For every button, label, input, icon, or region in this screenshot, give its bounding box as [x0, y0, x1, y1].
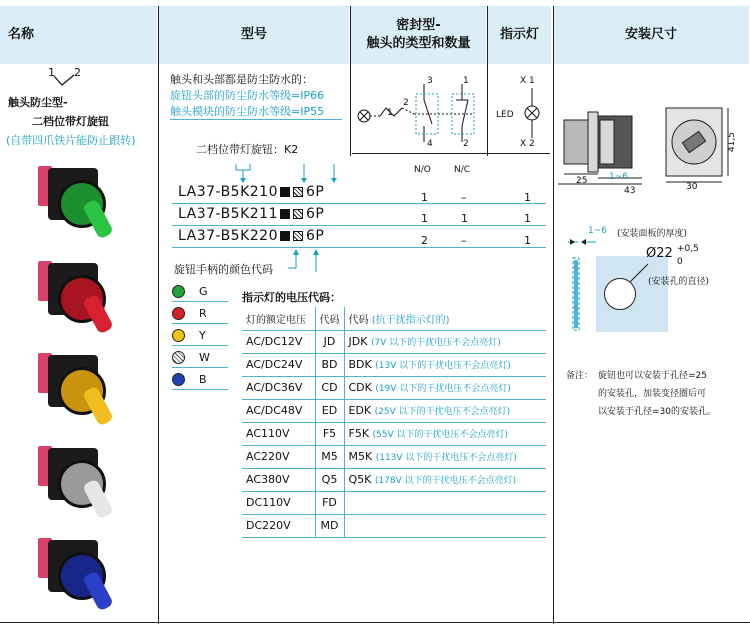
table-row — [242, 422, 546, 445]
dim-panel-thickness: 1~6 — [609, 172, 628, 182]
nc-label: N/C — [454, 165, 471, 175]
vt-code: CD — [315, 376, 344, 399]
legend-divider — [172, 367, 228, 368]
remark-line1: 旋钮也可以安装于孔径=25 — [598, 371, 707, 381]
vt-header-note: (抗干扰指示灯的) — [371, 314, 450, 326]
vt-code: F5 — [315, 422, 344, 445]
name-line3: (自带四爪铁片能防止跟转) — [6, 134, 136, 147]
vt-k-cell — [344, 491, 546, 514]
switch-pos-1: 1 — [387, 108, 393, 118]
vt-code: Q5 — [315, 468, 344, 491]
color-code-placeholder — [280, 231, 290, 241]
terminal-1: 1 — [463, 76, 469, 86]
table-row — [242, 468, 546, 491]
vt-note: (55V 以下的干扰电压不会点亮灯) — [372, 430, 509, 440]
dim-41-5: 41,5 — [727, 132, 737, 153]
model-row-divider — [172, 203, 546, 204]
vt-note: (178V 以下的干扰电压不会点亮灯) — [374, 476, 517, 486]
color-legend-w — [172, 349, 228, 365]
blue-knob-image — [38, 532, 116, 612]
vt-note: (19V 以下的干扰电压不会点亮灯) — [375, 384, 511, 394]
terminal-4: 4 — [427, 139, 433, 149]
header-install — [553, 6, 750, 64]
hole-diameter: Ø22 — [646, 246, 673, 261]
vt-code: FD — [315, 491, 344, 514]
header-name — [0, 6, 158, 64]
model-row-divider — [172, 247, 546, 248]
model-2-prefix: LA37-B5K211 — [178, 206, 278, 222]
col-divider-2 — [553, 6, 554, 624]
model-2-no-count: 1 — [421, 212, 428, 225]
vt-k-cell — [344, 399, 546, 422]
vt-voltage: AC/DC48V — [242, 399, 315, 422]
voltage-code-placeholder — [293, 187, 303, 197]
vt-k-code: EDK — [348, 404, 372, 417]
yellow-dot-icon — [172, 329, 185, 342]
table-row — [242, 445, 546, 468]
model-1-nc-count: – — [461, 191, 467, 204]
vt-header-voltage: 灯的额定电压 — [242, 307, 315, 330]
vt-voltage: AC380V — [242, 468, 315, 491]
lamp-x2-terminal: X 2 — [520, 139, 535, 149]
vt-k-code: CDK — [348, 381, 372, 394]
remark-line3: 以安装于孔径=30的安装孔。 — [598, 407, 716, 417]
red-dot-icon — [172, 307, 185, 320]
color-w-code: W — [199, 350, 210, 364]
vt-k-code: JDK — [348, 335, 368, 348]
table-row — [242, 491, 546, 514]
vt-code: M5 — [315, 445, 344, 468]
col-divider-1 — [158, 6, 159, 624]
white-dot-icon — [172, 351, 185, 364]
color-r-code: R — [199, 306, 207, 320]
color-b-code: B — [199, 372, 207, 386]
dim-30: 30 — [686, 182, 698, 192]
model-1-no-count: 1 — [421, 191, 428, 204]
color-legend-r — [172, 305, 228, 321]
hole-tolerance-lower: 0 — [677, 257, 683, 267]
hole-diameter-note: (安装孔的直径) — [648, 277, 710, 287]
color-g-code: G — [199, 284, 208, 298]
dim-25: 25 — [576, 176, 588, 186]
table-row — [242, 330, 546, 353]
vt-voltage: DC220V — [242, 514, 315, 537]
ip-underline — [170, 119, 342, 120]
led-lamp-icon — [520, 88, 544, 138]
model-2-nc-count: 1 — [461, 212, 468, 225]
vt-code: BD — [315, 353, 344, 376]
remark-line2: 的安装孔，加装变径圈后可 — [598, 389, 707, 399]
vt-k-code: M5K — [348, 450, 373, 463]
position-1-label: 1 — [48, 66, 55, 79]
vt-code: MD — [315, 514, 344, 537]
vt-note: (25V 以下的干扰电压不会点亮灯) — [374, 407, 511, 417]
col-divider-contacts-right — [487, 6, 488, 156]
hole-tolerance-upper: +0,5 — [677, 244, 699, 254]
vt-k-cell — [344, 514, 546, 537]
position-2-label: 2 — [74, 66, 81, 79]
vt-header-code: 代码 — [315, 307, 344, 330]
vt-voltage: AC/DC36V — [242, 376, 315, 399]
vt-voltage: AC110V — [242, 422, 315, 445]
table-row — [242, 514, 546, 537]
header-model-text: 型号 — [240, 27, 267, 42]
model-3-nc-count: – — [461, 234, 467, 247]
vt-k-code: F5K — [348, 427, 370, 440]
model-2-lamp-count: 1 — [524, 212, 531, 225]
vt-note: (7V 以下的干扰电压不会点亮灯) — [370, 338, 501, 348]
col-divider-contacts-left — [350, 6, 351, 156]
legend-divider — [172, 345, 228, 346]
color-code-placeholder — [280, 187, 290, 197]
legend-divider — [172, 389, 228, 390]
header-lamp — [488, 6, 552, 64]
model-intro: 触头和头部都是防尘防水的： — [170, 73, 313, 86]
legend-divider — [172, 301, 228, 302]
ip-contact-rating: 触头模块的防尘防水等级=IP55 — [170, 105, 325, 118]
vt-header-code-k-text: 代码 — [348, 314, 369, 326]
green-knob-image — [38, 160, 116, 240]
table-row — [242, 353, 546, 376]
vt-voltage: DC110V — [242, 491, 315, 514]
header-contacts-line2: 触头的类型和数量 — [366, 36, 471, 51]
vt-k-cell — [344, 353, 546, 376]
header-name-text: 名称 — [8, 27, 35, 42]
voltage-table-header — [242, 307, 546, 330]
vt-k-cell — [344, 468, 546, 491]
model-2-suffix: 6P — [305, 206, 325, 222]
vt-header-code-k — [344, 307, 546, 330]
handle-color-code-label: 旋钮手柄的颜色代码 — [174, 263, 273, 276]
header-install-text: 安装尺寸 — [624, 27, 677, 42]
legend-divider — [172, 323, 228, 324]
lamp-voltage-code-label: 指示灯的电压代码： — [242, 291, 341, 304]
voltage-code-table — [242, 307, 546, 538]
lamp-x1-terminal: X 1 — [520, 76, 535, 86]
voltage-code-placeholder — [293, 209, 303, 219]
color-code-placeholder — [280, 209, 290, 219]
vt-note: (113V 以下的干扰电压不会点亮灯) — [375, 453, 517, 463]
panel-thickness-note: (安装面板的厚度) — [617, 229, 688, 239]
no-label: N/O — [414, 165, 431, 175]
vt-voltage: AC/DC12V — [242, 330, 315, 353]
terminal-2: 2 — [463, 139, 469, 149]
bottom-border — [0, 622, 750, 623]
model-3-suffix: 6P — [305, 228, 325, 244]
model-1-prefix: LA37-B5K210 — [178, 184, 278, 200]
vt-k-code: Q5K — [348, 473, 372, 486]
model-row-divider — [172, 225, 546, 226]
red-knob-image — [38, 255, 116, 335]
vt-code: JD — [315, 330, 344, 353]
model-1-lamp-count: 1 — [524, 191, 531, 204]
color-legend-g — [172, 283, 228, 299]
header-contacts-line1: 密封型- — [396, 18, 441, 33]
color-y-code: Y — [199, 328, 206, 342]
white-knob-image — [38, 440, 116, 520]
table-row — [242, 399, 546, 422]
color-legend-y — [172, 327, 228, 343]
switch-pos-2: 2 — [403, 98, 409, 108]
header-lamp-text: 指示灯 — [499, 27, 539, 42]
terminal-3: 3 — [427, 76, 433, 86]
voltage-code-placeholder — [293, 231, 303, 241]
color-legend-b — [172, 371, 228, 387]
header-contacts — [351, 6, 487, 64]
vt-k-cell — [344, 422, 546, 445]
position-v-icon — [52, 74, 78, 88]
vt-k-cell — [344, 445, 546, 468]
vt-code: ED — [315, 399, 344, 422]
vt-voltage: AC/DC24V — [242, 353, 315, 376]
blue-dot-icon — [172, 373, 185, 386]
color-code-arrow — [288, 248, 328, 272]
k2-label: 二档位带灯旋钮：K2 — [196, 143, 299, 156]
header-model — [159, 6, 350, 64]
vt-k-cell — [344, 330, 546, 353]
model-3-lamp-count: 1 — [524, 234, 531, 247]
model-3-prefix: LA37-B5K220 — [178, 228, 278, 244]
green-dot-icon — [172, 285, 185, 298]
table-row — [242, 376, 546, 399]
vt-k-cell — [344, 376, 546, 399]
yellow-knob-image — [38, 347, 116, 427]
name-line2: 二档位带灯旋钮 — [32, 115, 109, 128]
remark-label: 备注： — [566, 371, 594, 381]
model-3-no-count: 2 — [421, 234, 428, 247]
vt-voltage: AC220V — [242, 445, 315, 468]
vt-k-code: BDK — [348, 358, 372, 371]
model-arrows — [170, 150, 355, 185]
panel-thickness-value: 1~6 — [588, 226, 607, 236]
model-row-3 — [178, 228, 324, 244]
name-line1: 触头防尘型- — [8, 96, 68, 109]
model-1-suffix: 6P — [305, 184, 325, 200]
dim-43: 43 — [624, 186, 636, 196]
model-row-1 — [178, 184, 324, 200]
ip-head-rating: 旋钮头部的防尘防水等级=IP66 — [170, 89, 325, 102]
lamp-led-label: LED — [496, 110, 514, 120]
model-row-2 — [178, 206, 324, 222]
vt-note: (13V 以下的干扰电压不会点亮灯) — [375, 361, 511, 371]
diagram-bottom-line — [352, 153, 550, 154]
hole-leader-line — [626, 262, 650, 286]
